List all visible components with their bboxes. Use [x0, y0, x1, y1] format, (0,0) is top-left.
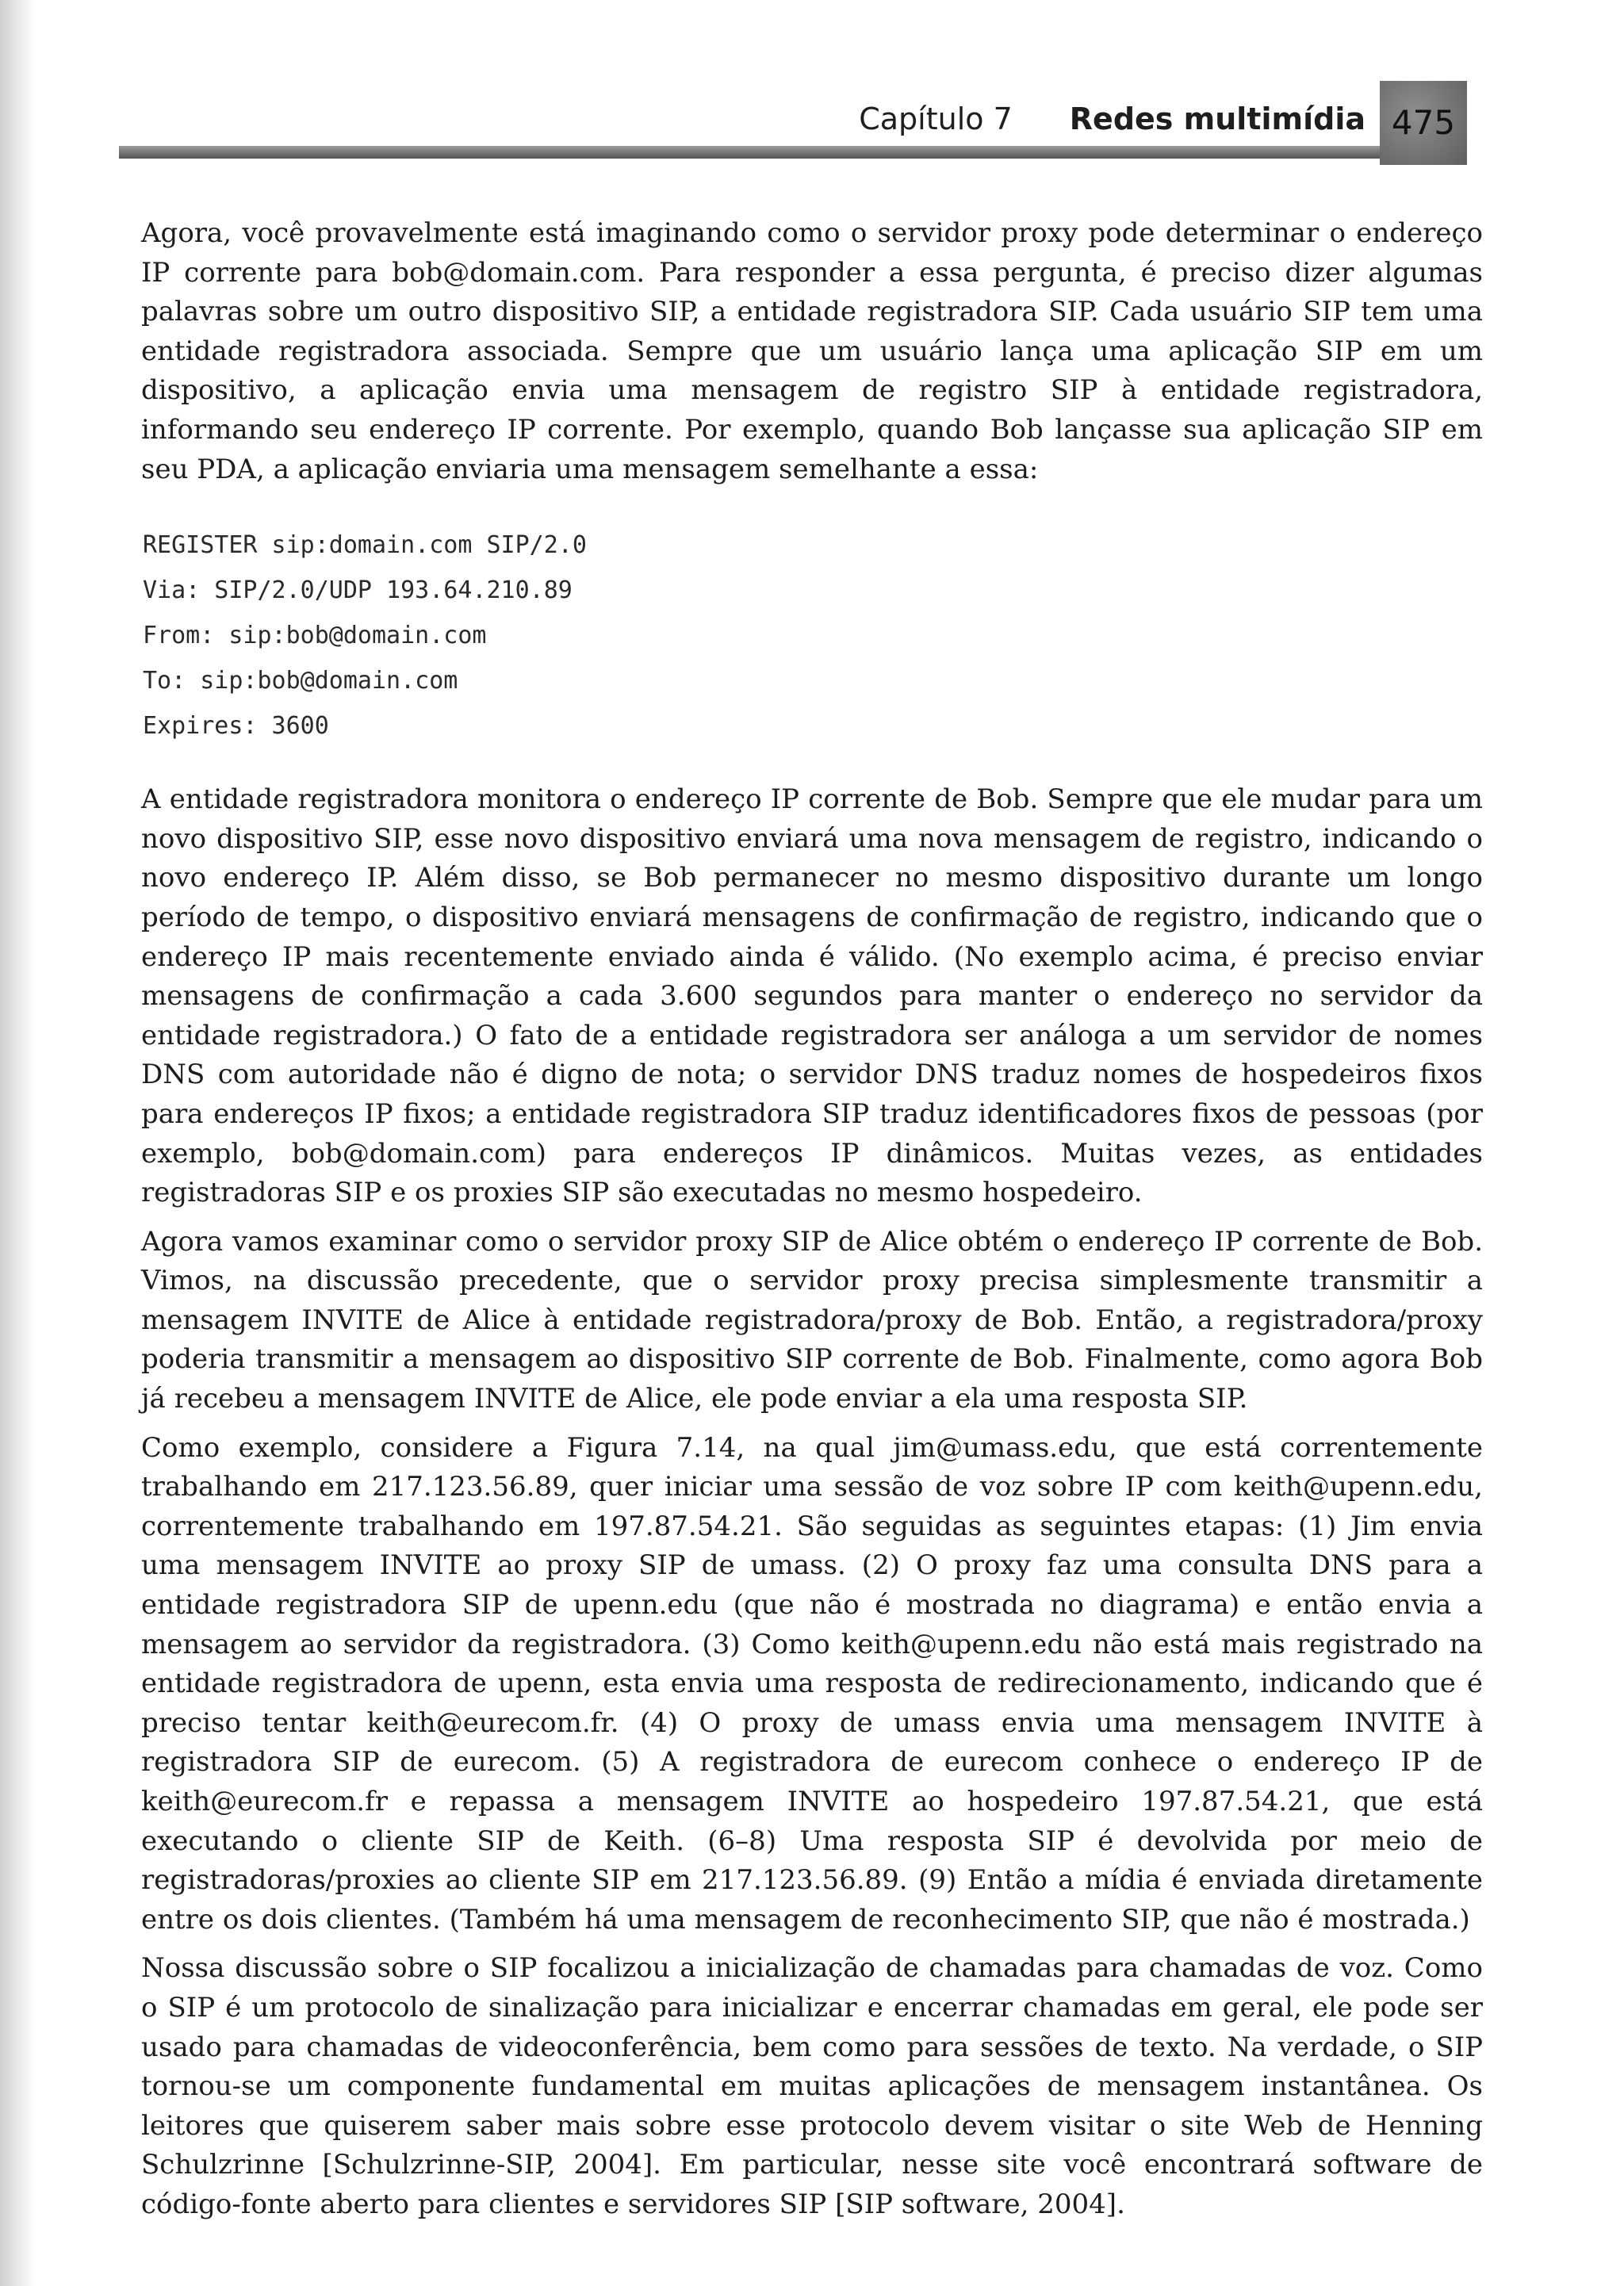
- sip-register-message: [141, 523, 1483, 749]
- page-spine-shadow: [0, 0, 36, 2286]
- code-line: To: sip:bob@domain.com: [143, 667, 458, 695]
- paragraph-3: Agora vamos examinar como o servidor proxy SIP de Alice obtém o endereço IP corrente de Bob. Vimos, na discussão precedente, que o servidor proxy precisa simplesmente transmitir a mensagem INVITE de Alice à entidade registradora/proxy de Bob. Então, a registradora/proxy poderia transmitir a mensagem ao dispositivo SIP corrente de Bob. Finalmente, como agora Bob já recebeu a mensagem INVITE de Alice, ele pode enviar a ela uma resposta SIP.: [141, 1225, 1483, 1415]
- page-number: 475: [1380, 81, 1467, 165]
- body-text: [141, 214, 1483, 2225]
- chapter-title: Redes multimídia: [1069, 101, 1365, 136]
- chapter-label: Capítulo 7: [859, 101, 1013, 136]
- code-line: Expires: 3600: [143, 712, 329, 741]
- code-line: REGISTER sip:domain.com SIP/2.0: [143, 531, 587, 560]
- header-rule: [119, 146, 1380, 159]
- running-head: [119, 81, 1467, 168]
- paragraph-2: A entidade registradora monitora o endereço IP corrente de Bob. Sempre que ele mudar para um novo dispositivo SIP, esse novo dispositivo enviará uma nova mensagem de registro, indicando o novo endereço IP. Além disso, se Bob permanecer no mesmo dispositivo durante um longo período de tempo, o dispositivo enviará mensagens de confirmação de registro, indicando que o endereço IP mais recentemente enviado ainda é válido. (No exemplo acima, é preciso enviar mensagens de confirmação a cada 3.600 segundos para manter o endereço no servidor da entidade registradora.) O fato de a entidade registradora ser análoga a um servidor de nomes DNS com autoridade não é digno de nota; o servidor DNS traduz nomes de hospedeiros fixos para endereços IP fixos; a entidade registradora SIP traduz identificadores fixos de pessoas (por exemplo, bob@domain.com) para endereços IP dinâmicos. Muitas vezes, as entidades registradoras SIP e os proxies SIP são executadas no mesmo hospedeiro.: [141, 783, 1483, 1209]
- code-line: Via: SIP/2.0/UDP 193.64.210.89: [143, 576, 573, 605]
- paragraph-1: Agora, você provavelmente está imaginando como o servidor proxy pode determinar o endereço IP corrente para bob@domain.com. Para responder a essa pergunta, é preciso dizer algumas palavras sobre um outro dispositivo SIP, a entidade registradora SIP. Cada usuário SIP tem uma entidade registradora associada. Sempre que um usuário lança uma aplicação SIP em um dispositivo, a aplicação envia uma mensagem de registro SIP à entidade registradora, informando seu endereço IP corrente. Por exemplo, quando Bob lançasse sua aplicação SIP em seu PDA, a aplicação enviaria uma mensagem semelhante a essa:: [141, 217, 1483, 485]
- paragraph-5: Nossa discussão sobre o SIP focalizou a inicialização de chamadas para chamadas de voz. Como o SIP é um protocolo de sinalização para inicializar e encerrar chamadas em geral, ele pode ser usado para chamadas de videoconferência, bem como para sessões de texto. Na verdade, o SIP tornou-se um componente fundamental em muitas aplicações de mensagem instantânea. Os leitores que quiserem saber mais sobre esse protocolo devem visitar o site Web de Henning Schulzrinne [Schulzrinne-SIP, 2004]. Em particular, nesse site você encontrará software de código-fonte aberto para clientes e servidores SIP [SIP software, 2004].: [141, 1952, 1483, 2220]
- running-head-text: [859, 101, 1365, 136]
- code-line: From: sip:bob@domain.com: [143, 622, 487, 650]
- paragraph-4: Como exemplo, considere a Figura 7.14, na qual jim@umass.edu, que está correntemente trabalhando em 217.123.56.89, quer iniciar uma sessão de voz sobre IP com keith@upenn.edu, correntemente trabalhando em 197.87.54.21. São seguidas as seguintes etapas: (1) Jim envia uma mensagem INVITE ao proxy SIP de umass. (2) O proxy faz uma consulta DNS para a entidade registradora SIP de upenn.edu (que não é mostrada no diagrama) e então envia a mensagem ao servidor da registradora. (3) Como keith@upenn.edu não está mais registrado na entidade registradora de upenn, esta envia uma resposta de redirecionamento, indicando que é preciso tentar keith@eurecom.fr. (4) O proxy de umass envia uma mensagem INVITE à registradora SIP de eurecom. (5) A registradora de eurecom conhece o endereço IP de keith@eurecom.fr e repassa a mensagem INVITE ao hospedeiro 197.87.54.21, que está executando o cliente SIP de Keith. (6–8) Uma resposta SIP é devolvida por meio de registradoras/proxies ao cliente SIP em 217.123.56.89. (9) Então a mídia é enviada diretamente entre os dois clientes. (Também há uma mensagem de reconhecimento SIP, que não é mostrada.): [141, 1431, 1483, 1936]
